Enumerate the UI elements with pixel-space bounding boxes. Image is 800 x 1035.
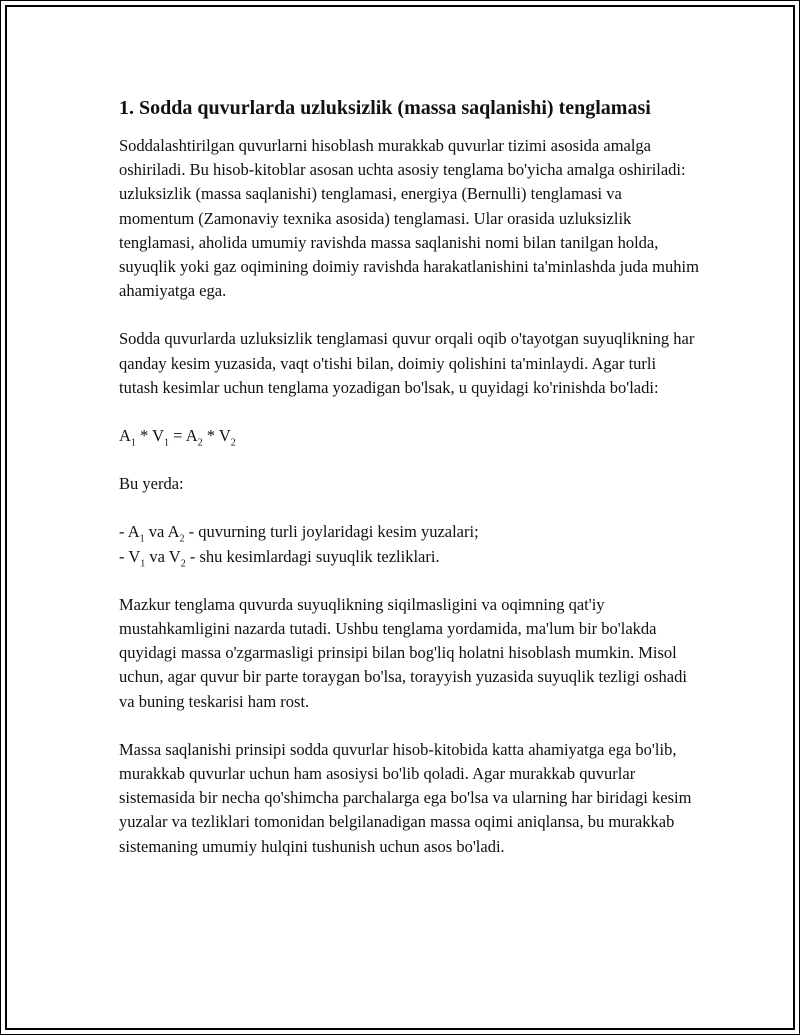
document-body	[119, 94, 699, 883]
formula-equals: =	[173, 426, 183, 446]
formula-times-2: *	[206, 426, 215, 446]
formula-a1: $A_1$	[119, 426, 136, 449]
list-item-areas: - $A_1$ va $A_2$ - quvurning turli joylaridagi kesim yuzalari;	[119, 522, 479, 545]
paragraph-incompressibility: Mazkur tenglama quvurda suyuqlikning siqilmasligini va oqimning qat'iy mustahkamligini nazarda tutadi. Ushbu tenglama yordamida, ma'lum bir bo'lakda quyidagi massa o'zgarmasligi prinsipi bilan bog'liq holatni hisoblash mumkin. Misol uchun, agar quvur bir parte toraygan bo'lsa, torayyish yuzasida suyuqlik tezligi oshadi va buning teskarisi ham rost.	[119, 594, 687, 711]
section-heading: 1. Sodda quvurlarda uzluksizlik (massa saqlanishi) tenglamasi	[119, 97, 651, 119]
where-label: Bu yerda:	[119, 474, 184, 494]
list-item-velocities: - $V_1$ va $V_2$ - shu kesimlardagi suyuqlik tezliklari.	[119, 546, 440, 569]
formula-v2: $V_2$	[218, 426, 236, 449]
formula-a2: $A_2$	[185, 426, 203, 449]
definition-list	[119, 520, 699, 568]
formula-v1: $V_1$	[152, 426, 170, 449]
formula-times-1: *	[140, 426, 149, 446]
paragraph-mass-conservation: Massa saqlanishi prinsipi sodda quvurlar hisob-kitobida katta ahamiyatga ega bo'lib, murakkab quvurlar uchun ham asosiysi bo'lib qoladi. Agar murakkab quvurlar sistemasida bir necha qo'shimcha parchalarga ega bo'lsa va ularning har biridagi kesim yuzalar va tezliklari tomonidan belgilanadigan massa oqimi aniqlansa, bu murakkab sistemaning umumiy hulqini tushunish uchun asos bo'ladi.	[119, 739, 692, 856]
paragraph-continuity: Sodda quvurlarda uzluksizlik tenglamasi quvur orqali oqib o'tayotgan suyuqlikning har qanday kesim yuzasida, vaqt o'tishi bilan, doimiy qolishini ta'minlaydi. Agar turli tutash kesimlar uchun tenglama yozadigan bo'lsak, u quyidagi ko'rinishda bo'ladi:	[119, 329, 695, 397]
continuity-formula	[119, 424, 699, 448]
paragraph-intro: Soddalashtirilgan quvurlarni hisoblash murakkab quvurlar tizimi asosida amalga oshiriladi. Bu hisob-kitoblar asosan uchta asosiy tenglama bo'yicha amalga oshiriladi: uzluksizlik (massa saqlanishi) tenglamasi, energiya (Bernulli) tenglamasi va momentum (Zamonaviy texnika asosida) tenglamasi. Ular orasida uzluksizlik tenglamasi, aholida umumiy ravishda massa saqlanishi nomi bilan tanilgan holda, suyuqlik yoki gaz oqimining doimiy ravishda harakatlanishini ta'minlashda juda muhim ahamiyatga ega.	[119, 136, 699, 301]
